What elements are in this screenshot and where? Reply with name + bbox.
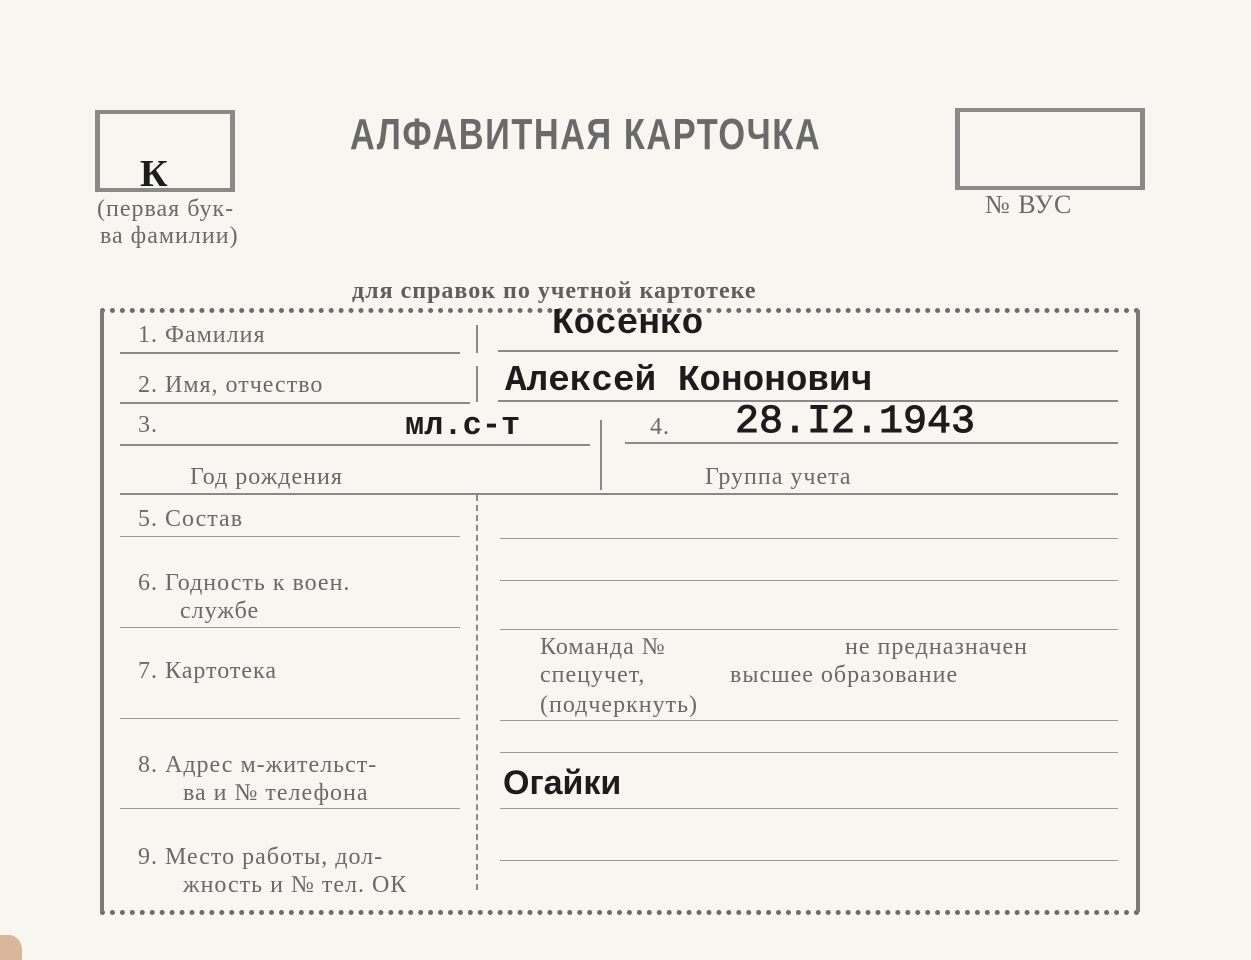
field-3-line (120, 444, 590, 446)
field-6-label-line1: 6. Годность к воен. (138, 570, 351, 596)
field-3-caption: Год рождения (190, 464, 343, 490)
field-9-label-line2: жность и № тел. ОК (183, 872, 408, 898)
form-right-border (1136, 310, 1140, 912)
field-8-value: Огайки (503, 764, 622, 802)
field-5-line-left (120, 536, 460, 537)
command-line2-right: высшее образование (730, 662, 959, 688)
captions-line (120, 493, 1118, 495)
field-1-line-right (498, 350, 1118, 352)
field-4-number: 4. (650, 414, 670, 440)
surname-letter: К (140, 153, 168, 195)
vus-box (955, 108, 1145, 190)
field-9-label-line1: 9. Место работы, дол- (138, 844, 384, 870)
right-line-a (500, 580, 1118, 581)
field-7-label: 7. Картотека (138, 658, 277, 684)
row-1-divider (476, 325, 478, 353)
right-line-d (500, 752, 1118, 753)
row-2-divider (476, 366, 478, 402)
command-line1-right: не предназначен (845, 634, 1028, 660)
form-bottom-border (100, 910, 1140, 915)
letter-caption-line1: (первая бук- (97, 196, 235, 222)
field-1-value: Косенко (552, 303, 704, 344)
field-8-label-line1: 8. Адрес м-жительст- (138, 752, 378, 778)
right-line-b (500, 629, 1118, 630)
field-1-line-left (120, 352, 460, 354)
field-4-value: 28.I2.1943 (735, 400, 976, 445)
field-5-label: 5. Состав (138, 506, 244, 532)
field-2-label: 2. Имя, отчество (138, 372, 324, 398)
field-4-caption: Группа учета (705, 464, 852, 490)
field-3-number: 3. (138, 412, 158, 438)
command-line3: (подчеркнуть) (540, 692, 699, 718)
field-3-value: мл.с-т (405, 407, 521, 444)
field-5-line-right (500, 538, 1118, 539)
paper-corner-mark (0, 935, 22, 960)
letter-caption-line2: ва фамилии) (100, 223, 239, 249)
field-6-line-left (120, 627, 460, 628)
right-line-e (500, 808, 1118, 809)
card-subtitle: для справок по учетной картотеке (352, 278, 757, 304)
command-line2-left: спецучет, (540, 662, 646, 688)
field-2-line-left (120, 402, 470, 404)
left-column-divider (476, 495, 478, 890)
row-3-4-divider (600, 420, 602, 490)
field-2-value: Алексей Кононович (505, 360, 873, 401)
vus-caption: № ВУС (985, 190, 1073, 219)
form-left-border (100, 310, 104, 912)
field-1-label: 1. Фамилия (138, 322, 266, 348)
card-title: АЛФАВИТНАЯ КАРТОЧКА (350, 110, 822, 159)
command-line1-left: Команда № (540, 634, 666, 660)
field-4-line (625, 442, 1118, 444)
right-line-c (500, 720, 1118, 721)
field-8-line-left (120, 808, 460, 809)
field-7-line-left (120, 718, 460, 719)
field-6-label-line2: службе (180, 598, 260, 624)
right-line-f (500, 860, 1118, 861)
field-8-label-line2: ва и № телефона (183, 780, 369, 806)
